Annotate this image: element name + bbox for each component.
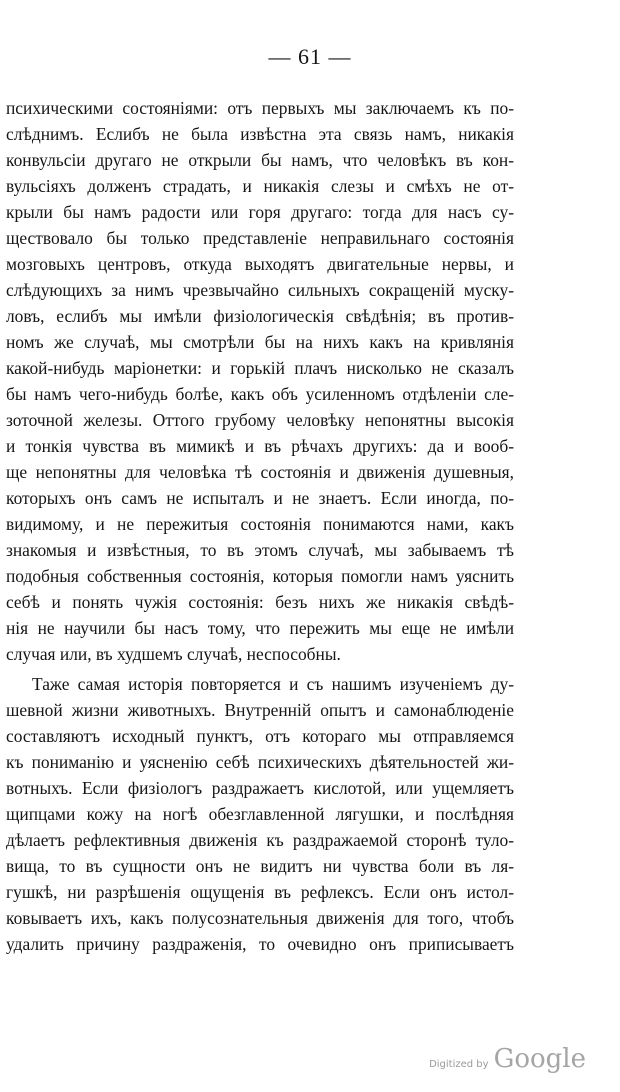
text-line: къ пониманію и уясненію себѣ психическихъ дѣятельностей жи- (6, 752, 514, 772)
text-line: Таже самая исторія повторяется и съ нашимъ изученіемъ ду- (32, 674, 514, 694)
text-line: удалить причину раздраженія, то очевидно онъ приписываетъ (6, 934, 514, 954)
text-line: щипцами кожу на ногѣ обезглавленной лягушки, и послѣдняя (6, 804, 514, 824)
text-line: гушкѣ, ни разрѣшенія ощущенія въ рефлексъ. Если онъ истол- (6, 882, 514, 902)
text-line: психическими состояніями: отъ первыхъ мы заключаемъ къ по- (6, 98, 514, 118)
page-number: — 61 — (268, 44, 352, 69)
text-line: бы намъ чего-нибудь болѣе, какъ объ усиленномъ отдѣленіи сле- (6, 384, 514, 404)
text-line: ловъ, еслибъ мы имѣли физіологическія свѣдѣнія; въ против- (6, 306, 514, 326)
text-line: вульсіяхъ долженъ страдать, и никакія слезы и смѣхъ не от- (6, 176, 514, 196)
text-line: слѣднимъ. Еслибъ не была извѣстна эта связь намъ, никакія (6, 124, 514, 144)
text-line: вища, то въ сущности онъ не видитъ ни чувства боли въ ля- (6, 856, 514, 876)
text-line: знакомыя и извѣстныя, то въ этомъ случаѣ, мы забываемъ тѣ (6, 540, 514, 560)
text-line: конвульсіи другаго не открыли бы намъ, что человѣкъ въ кон- (6, 150, 514, 170)
text-line: составляютъ исходный пунктъ, отъ котораго мы отправляемся (6, 726, 514, 746)
text-line: слѣдующихъ за нимъ чрезвычайно сильныхъ сокращеній муску- (6, 280, 514, 300)
digitization-watermark (429, 1044, 586, 1074)
watermark-prefix: Digitized by (429, 1059, 489, 1070)
text-line: видимому, и не пережитыя состоянія понимаются нами, какъ (6, 514, 514, 534)
text-line: дѣлаетъ рефлективныя движенія къ раздражаемой сторонѣ туло- (6, 830, 514, 850)
text-line: случая или, въ худшемъ случаѣ, неспособны. (6, 644, 341, 664)
text-line: подобныя собственныя состоянія, которыя помогли намъ уяснить (6, 566, 514, 586)
text-line: ществовало бы только представленіе неправильнаго состоянія (6, 228, 514, 248)
text-line: нія не научили бы насъ тому, что пережить мы еще не имѣли (6, 618, 514, 638)
text-line: какой-нибудь маріонетки: и горькій плачъ нисколько не сказалъ (6, 358, 514, 378)
text-line: зоточной железы. Оттого грубому человѣку непонятны высокія (6, 410, 514, 430)
text-line: которыхъ онъ самъ не испыталъ и не знаетъ. Если иногда, по- (6, 488, 514, 508)
text-line: крыли бы намъ радости или горя другаго: тогда для насъ су- (6, 202, 514, 222)
text-line: ковываетъ ихъ, какъ полусознательныя движенія для того, чтобъ (6, 908, 514, 928)
text-line: ще непонятны для человѣка тѣ состоянія и движенія душевныя, (6, 462, 514, 482)
text-line: номъ же случаѣ, мы смотрѣли бы на нихъ какъ на кривлянія (6, 332, 514, 352)
text-line: и тонкія чувства въ мимикѣ и въ рѣчахъ другихъ: да и вооб- (6, 436, 514, 456)
text-line: шевной жизни животныхъ. Внутренній опытъ и самонаблюденіе (6, 700, 514, 720)
text-line: вотныхъ. Если физіологъ раздражаетъ кислотой, или ущемляетъ (6, 778, 514, 798)
text-line: себѣ и понять чужія состоянія: безъ нихъ же никакія свѣдѣ- (6, 592, 514, 612)
google-logo: Google (493, 1044, 586, 1074)
text-line: мозговыхъ центровъ, откуда выходятъ двигательные нервы, и (6, 254, 514, 274)
